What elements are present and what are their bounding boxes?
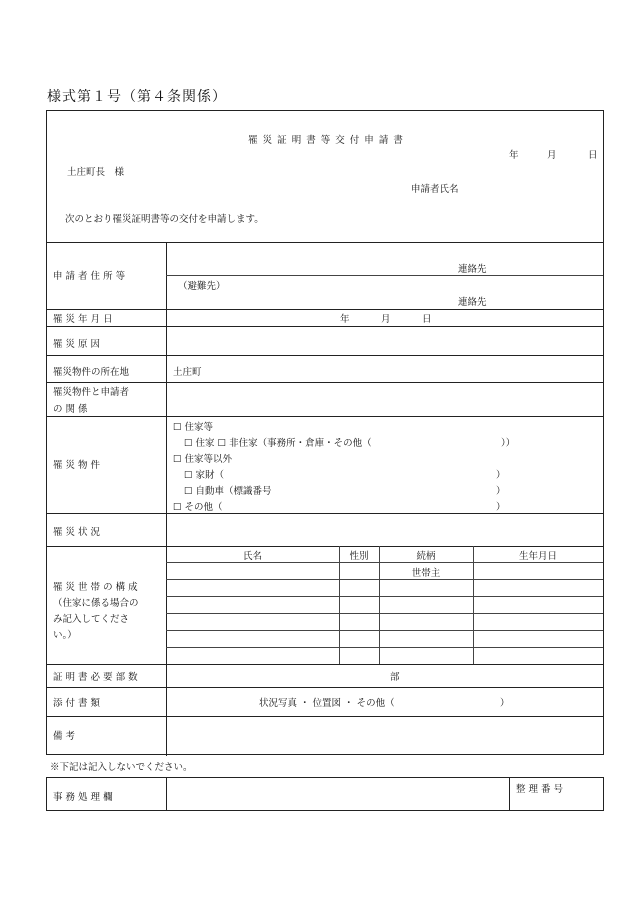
- disaster-cause-label: 罹 災 原 因: [53, 339, 101, 350]
- disaster-date-year: 年: [340, 314, 350, 325]
- office-box-divider: [166, 778, 167, 810]
- row-separator: [47, 664, 603, 665]
- property-option-house-nonhouse[interactable]: ☐ 住家 ☐ 非住家（事務所・倉庫・その他（: [184, 438, 372, 449]
- row-separator: [47, 355, 603, 356]
- property-location-value: 土庄町: [173, 367, 202, 378]
- evacuation-label: （避難先）: [178, 281, 226, 292]
- office-use-box: [46, 777, 604, 811]
- disaster-date-day: 日: [422, 314, 432, 325]
- addressee: 土庄町長 様: [67, 167, 125, 178]
- office-use-note: ※下記は記入しないでください。: [50, 762, 193, 773]
- row-separator: [47, 687, 603, 688]
- property-close-paren: ））: [501, 438, 516, 449]
- form-number-heading: 様式第１号（第４条関係）: [47, 89, 227, 105]
- household-grid-line: [166, 647, 603, 648]
- household-label-line4: い。）: [53, 630, 77, 641]
- contact-label: 連絡先: [458, 264, 487, 275]
- property-option-other[interactable]: ☐ その他（: [173, 502, 223, 513]
- evacuation-contact-label: 連絡先: [458, 297, 487, 308]
- date-year-label: 年: [509, 150, 519, 161]
- relation-label-line1: 罹災物件と申請者: [53, 387, 130, 398]
- remarks-label-text: 備 考: [53, 731, 76, 742]
- row-separator: [166, 275, 603, 276]
- request-text: 次のとおり罹災証明書等の交付を申請します。: [65, 214, 264, 225]
- household-header-relation: 続柄: [416, 551, 436, 562]
- relation-label-line2: の 関 係: [53, 404, 88, 415]
- property-option-non-residence[interactable]: ☐ 住家等以外: [173, 454, 233, 465]
- copies-unit: 部: [390, 672, 400, 683]
- applicant-name-label: 申請者氏名: [411, 184, 459, 195]
- label-column-divider: [166, 242, 167, 756]
- reference-number-label: 整 理 番 号: [516, 784, 564, 795]
- row-separator: [47, 382, 603, 383]
- disaster-situation-label: 罹 災 状 況: [53, 527, 101, 538]
- row-separator: [47, 416, 603, 417]
- date-day-label: 日: [588, 150, 598, 161]
- household-header-birthdate: 生年月日: [518, 551, 557, 562]
- property-option-vehicle[interactable]: ☐ 自動車（標識番号: [184, 486, 272, 497]
- household-label-line1: 罹 災 世 帯 の 構 成: [53, 582, 138, 593]
- row-separator: [47, 309, 603, 310]
- household-label-line2: （住家に係る場合の: [53, 598, 139, 609]
- damaged-property-label: 罹 災 物 件: [53, 460, 101, 471]
- household-grid-line: [166, 613, 603, 614]
- household-grid-column: [339, 546, 340, 664]
- property-option-household-goods[interactable]: ☐ 家財（: [184, 470, 225, 481]
- attachments-close-paren: ）: [500, 698, 510, 709]
- household-header-name: 氏名: [242, 551, 262, 562]
- property-close-paren: ）: [496, 470, 506, 481]
- household-grid-line: [166, 596, 603, 597]
- row-separator: [47, 326, 603, 327]
- row-separator: [47, 513, 603, 514]
- property-close-paren: ）: [496, 486, 506, 497]
- row-separator: [47, 242, 603, 243]
- office-box-divider: [509, 778, 510, 810]
- office-processing-label: 事 務 処 理 欄: [53, 792, 113, 803]
- property-location-label: 罹災物件の所在地: [53, 367, 130, 378]
- household-grid-line: [166, 579, 603, 580]
- household-head-relation: 世帯主: [411, 568, 441, 579]
- property-close-paren: ）: [496, 502, 506, 513]
- household-label-line3: み記入してくださ: [53, 614, 130, 625]
- application-form: [46, 110, 604, 755]
- disaster-date-label: 罹 災 年 月 日: [53, 314, 113, 325]
- attachments-value: 状況写真 ・ 位置図 ・ その他（: [259, 698, 395, 709]
- attachments-label: 添 付 書 類: [53, 698, 101, 709]
- household-header-gender: 性別: [349, 551, 369, 562]
- household-grid-column: [473, 546, 474, 664]
- row-separator: [47, 546, 603, 547]
- household-grid-line: [166, 630, 603, 631]
- disaster-date-month: 月: [381, 314, 391, 325]
- row-separator: [47, 716, 603, 717]
- date-month-label: 月: [547, 150, 557, 161]
- household-grid-column: [379, 546, 380, 664]
- form-title: 罹 災 証 明 書 等 交 付 申 請 書: [248, 135, 404, 146]
- household-grid-line: [166, 562, 603, 563]
- applicant-address-label: 申 請 者 住 所 等: [53, 271, 126, 282]
- property-option-residence[interactable]: ☐ 住家等: [173, 422, 214, 433]
- required-copies-label: 証 明 書 必 要 部 数: [53, 672, 138, 683]
- remarks-label: [53, 728, 161, 742]
